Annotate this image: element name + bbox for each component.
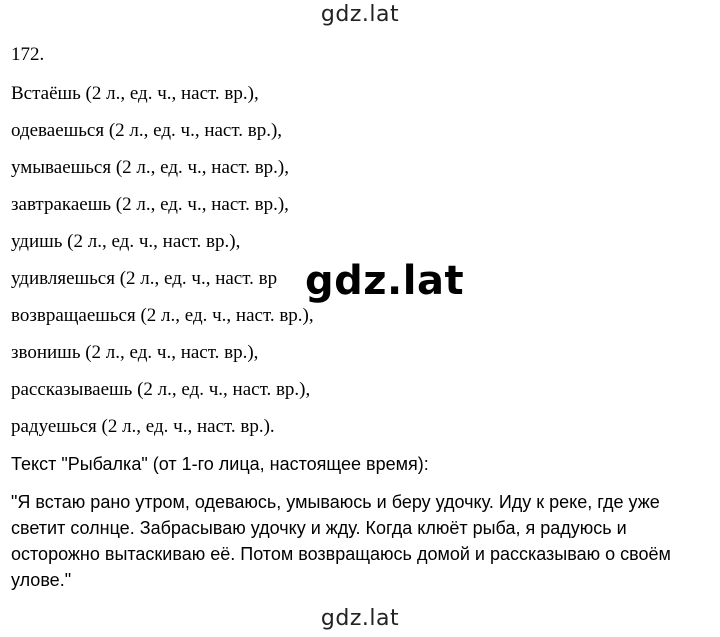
- watermark-top: gdz.lat: [320, 2, 400, 27]
- form-line-10: радуешься (2 л., ед. ч., наст. вр.).: [11, 416, 275, 437]
- form-line-5: удишь (2 л., ед. ч., наст. вр.),: [11, 231, 241, 252]
- story-paragraph: [11, 489, 711, 593]
- watermark-bottom: gdz.lat: [320, 606, 400, 631]
- watermark-center: gdz.lat: [305, 258, 465, 304]
- form-line-4: завтракаешь (2 л., ед. ч., наст. вр.),: [11, 194, 289, 215]
- text-heading: Текст "Рыбалка" (от 1-го лица, настоящее время):: [11, 454, 429, 474]
- form-line-8: звонишь (2 л., ед. ч., наст. вр.),: [11, 342, 259, 363]
- form-line-3: умываешься (2 л., ед. ч., наст. вр.),: [11, 157, 290, 178]
- story-line-4: улове.": [11, 570, 72, 590]
- form-line-7: возвращаешься (2 л., ед. ч., наст. вр.),: [11, 305, 314, 326]
- form-line-2: одеваешься (2 л., ед. ч., наст. вр.),: [11, 120, 283, 141]
- form-line-9: рассказываешь (2 л., ед. ч., наст. вр.),: [11, 379, 311, 400]
- story-line-2: светит солнце. Забрасываю удочку и жду. Когда клюёт рыба, я радуюсь и: [11, 518, 627, 538]
- task-number: 172.: [11, 44, 45, 65]
- story-line-1: "Я встаю рано утром, одеваюсь, умываюсь и беру удочку. Иду к реке, где уже: [11, 492, 660, 512]
- story-line-3: осторожно вытаскиваю её. Потом возвращаюсь домой и рассказываю о своём: [11, 544, 671, 564]
- form-line-1: Встаёшь (2 л., ед. ч., наст. вр.),: [11, 83, 259, 104]
- form-line-6: удивляешься (2 л., ед. ч., наст. вр: [11, 268, 278, 289]
